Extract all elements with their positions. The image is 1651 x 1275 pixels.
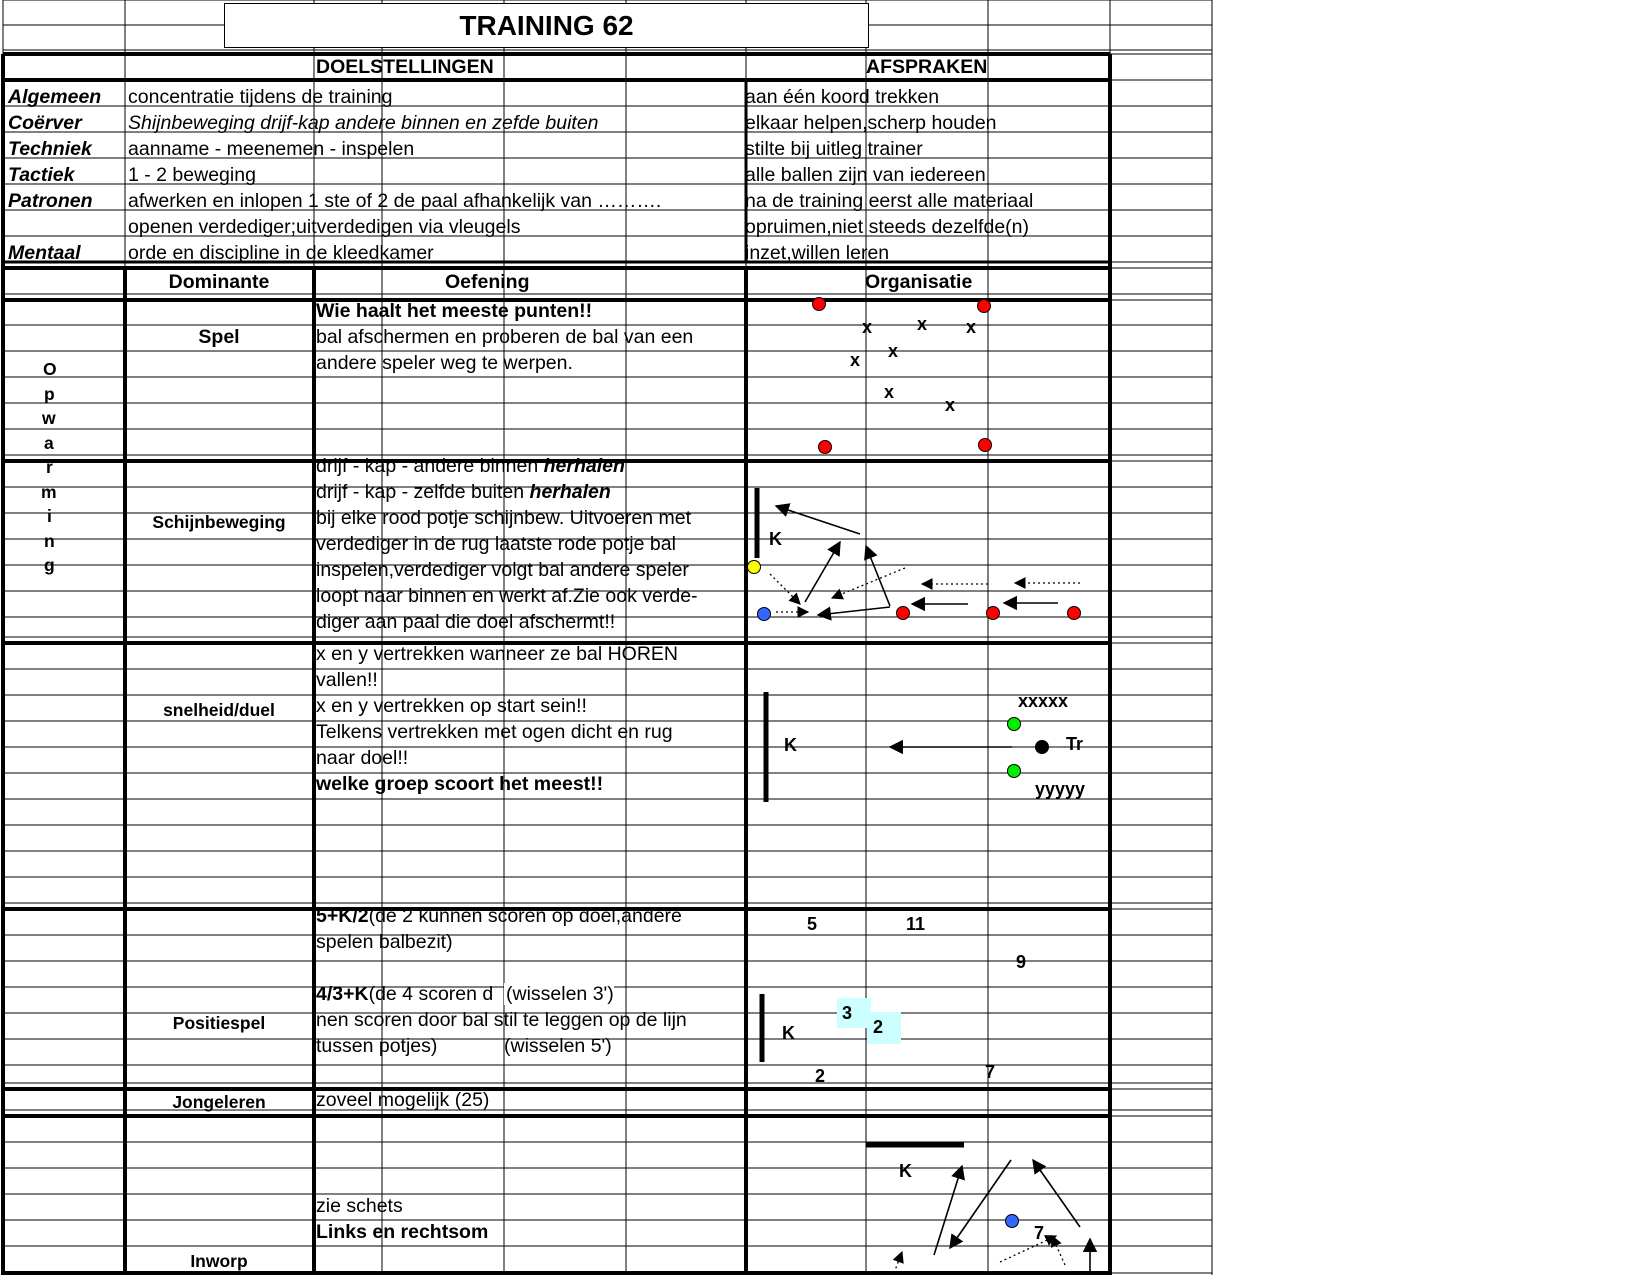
- exercise-snelheid-line: x en y vertrekken wanneer ze bal HOREN: [316, 643, 678, 665]
- label-algemeen: Algemeen: [8, 86, 102, 108]
- cone-blue: [758, 608, 771, 621]
- arrow: [934, 1166, 962, 1255]
- player-mark: x: [888, 341, 899, 361]
- dominant-spel: Spel: [198, 326, 240, 348]
- dominant-inworp: Inworp: [190, 1251, 248, 1271]
- exercise-snelheid-line: Telkens vertrekken met ogen dicht en rug: [316, 721, 673, 743]
- side-letter: a: [44, 433, 54, 453]
- arrow: [1052, 1236, 1065, 1265]
- arrow: [805, 542, 840, 602]
- side-letter: m: [41, 482, 57, 502]
- cone-green: [1008, 718, 1021, 731]
- player-mark: x: [917, 314, 928, 334]
- position-number: 3: [842, 1003, 853, 1023]
- text: (de 2 kunnen scoren op doel,andere: [368, 905, 682, 927]
- exercise-positie-line: spelen balbezit): [316, 931, 453, 953]
- player-mark: x: [862, 317, 873, 337]
- player-mark: x: [850, 350, 861, 370]
- agreement-mentaal: inzet,willen leren: [745, 242, 890, 264]
- side-letter: g: [44, 555, 55, 575]
- exercise-snelheid-line: naar doel!!: [316, 747, 409, 769]
- arrow: [818, 607, 890, 615]
- arrow: [1000, 1236, 1056, 1262]
- exercise-positie-line: [316, 905, 682, 927]
- page-title: TRAINING 62: [224, 3, 869, 48]
- agreement-techniek: stilte bij uitleg trainer: [745, 138, 923, 160]
- cone-blue: [1006, 1215, 1019, 1228]
- exercise-inworp-line: Links en rechtsom: [316, 1221, 489, 1243]
- position-number: 2: [873, 1017, 884, 1037]
- agreement-coerver: elkaar helpen,scherp houden: [745, 112, 997, 134]
- exercise-positie-change: (wisselen 3'): [506, 983, 614, 1005]
- exercise-schijn-line: [316, 455, 625, 477]
- agreement-patronen-2: opruimen,niet steeds dezelfde(n): [745, 216, 1029, 238]
- exercise-schijn-line: diger aan paal die doel afschermt!!: [316, 611, 616, 633]
- goal-tactiek: 1 - 2 beweging: [128, 164, 256, 186]
- cone-green: [1008, 765, 1021, 778]
- position-number: 7: [1034, 1223, 1045, 1243]
- goal-mentaal: orde en discipline in de kleedkamer: [128, 242, 434, 264]
- emphasis: herhalen: [543, 455, 625, 477]
- agreement-tactiek: alle ballen zijn van iedereen: [745, 164, 986, 186]
- player-mark: x: [966, 317, 977, 337]
- player-mark: x: [945, 395, 956, 415]
- agreement-patronen: na de training eerst alle materiaal: [745, 190, 1034, 212]
- keeper-mark: K: [782, 1023, 795, 1043]
- column-organisatie: Organisatie: [865, 271, 973, 293]
- cone-red: [987, 607, 1000, 620]
- group-y-mark: yyyyy: [1035, 779, 1086, 799]
- label-techniek: Techniek: [8, 138, 92, 160]
- dominant-schijnbeweging: Schijnbeweging: [152, 512, 286, 532]
- exercise-schijn-line: loopt naar binnen en werkt af.Zie ook verde-: [316, 585, 698, 607]
- arrow: [770, 574, 800, 604]
- header-doelstellingen: DOELSTELLINGEN: [316, 56, 494, 78]
- cone-red: [979, 439, 992, 452]
- keeper-mark: K: [784, 735, 797, 755]
- cone-yellow: [748, 561, 761, 574]
- goal-techniek: aanname - meenemen - inspelen: [128, 138, 415, 160]
- exercise-snelheid-bold: welke groep scoort het meest!!: [316, 773, 604, 795]
- text: drijf - kap - zelfde buiten: [316, 481, 530, 503]
- arrow: [776, 506, 860, 534]
- arrow: [832, 568, 905, 598]
- exercise-positie-line: [316, 983, 493, 1005]
- cone-red: [1068, 607, 1081, 620]
- keeper-mark: K: [899, 1161, 912, 1181]
- trainer-ball: [1035, 740, 1049, 754]
- exercise-spel-line: andere speler weg te werpen.: [316, 352, 573, 374]
- exercise-schijn-line: [316, 481, 611, 503]
- formation: 4/3+K: [316, 983, 369, 1005]
- emphasis: herhalen: [529, 481, 611, 503]
- side-letter: p: [44, 384, 55, 404]
- trainer-mark: Tr: [1066, 734, 1084, 754]
- position-number: 9: [1016, 952, 1027, 972]
- goal-algemeen: concentratie tijdens de training: [128, 86, 393, 108]
- position-number: 5: [807, 914, 818, 934]
- exercise-positie-line: tussen potjes): [316, 1035, 438, 1057]
- formation: 5+K/2: [316, 905, 369, 927]
- exercise-positie-line: nen scoren door bal stil te leggen op de lijn: [316, 1009, 687, 1031]
- exercise-schijn-line: bij elke rood potje schijnbew. Uitvoeren met: [316, 507, 692, 529]
- cone-red: [978, 300, 991, 313]
- dominant-jongeleren: Jongeleren: [172, 1092, 266, 1112]
- goal-patronen: afwerken en inlopen 1 ste of 2 de paal afhankelijk van ……….: [128, 190, 662, 212]
- cone-red: [819, 441, 832, 454]
- player-mark: x: [884, 382, 895, 402]
- side-letter: O: [43, 359, 57, 379]
- exercise-inworp-line: zie schets: [316, 1195, 403, 1217]
- exercise-schijn-line: verdediger in de rug laatste rode potje bal: [316, 533, 676, 555]
- exercise-snelheid-line: x en y vertrekken op start sein!!: [316, 695, 587, 717]
- dominant-snelheid: snelheid/duel: [163, 700, 275, 720]
- text: (de 4 scoren d: [368, 983, 494, 1005]
- dominant-positiespel: Positiespel: [172, 1013, 266, 1033]
- label-patronen: Patronen: [8, 190, 93, 212]
- side-letter: n: [44, 531, 55, 551]
- side-letter: i: [47, 506, 52, 526]
- position-number: 7: [985, 1062, 996, 1082]
- exercise-positie-change: (wisselen 5'): [504, 1035, 612, 1057]
- text: drijf - kap - andere binnen: [316, 455, 544, 477]
- goal-patronen-2: openen verdediger;uitverdedigen via vleugels: [128, 216, 521, 238]
- label-tactiek: Tactiek: [8, 164, 75, 186]
- exercise-jongleren-text: zoveel mogelijk (25): [316, 1089, 490, 1111]
- side-letter: w: [42, 408, 56, 428]
- label-coerver: Coërver: [8, 112, 82, 134]
- cone-red: [897, 607, 910, 620]
- position-number: 11: [906, 914, 926, 934]
- column-dominante: Dominante: [168, 271, 270, 293]
- exercise-spel-title: Wie haalt het meeste punten!!: [316, 300, 593, 322]
- side-letter: r: [46, 457, 53, 477]
- exercise-snelheid-line: vallen!!: [316, 669, 378, 691]
- header-afspraken: AFSPRAKEN: [866, 56, 988, 78]
- group-x-mark: xxxxx: [1018, 691, 1069, 711]
- exercise-spel-line: bal afschermen en proberen de bal van een: [316, 326, 694, 348]
- agreement-algemeen: aan één koord trekken: [745, 86, 940, 108]
- label-mentaal: Mentaal: [8, 242, 81, 264]
- column-oefening: Oefening: [445, 271, 530, 293]
- exercise-schijn-line: inspelen,verdediger volgt bal andere speler: [316, 559, 689, 581]
- keeper-mark: K: [769, 529, 782, 549]
- position-number: 2: [815, 1066, 826, 1086]
- goal-coerver: Shijnbeweging drijf-kap andere binnen en zefde buiten: [128, 112, 599, 134]
- arrow: [894, 1252, 902, 1273]
- cone-red: [813, 298, 826, 311]
